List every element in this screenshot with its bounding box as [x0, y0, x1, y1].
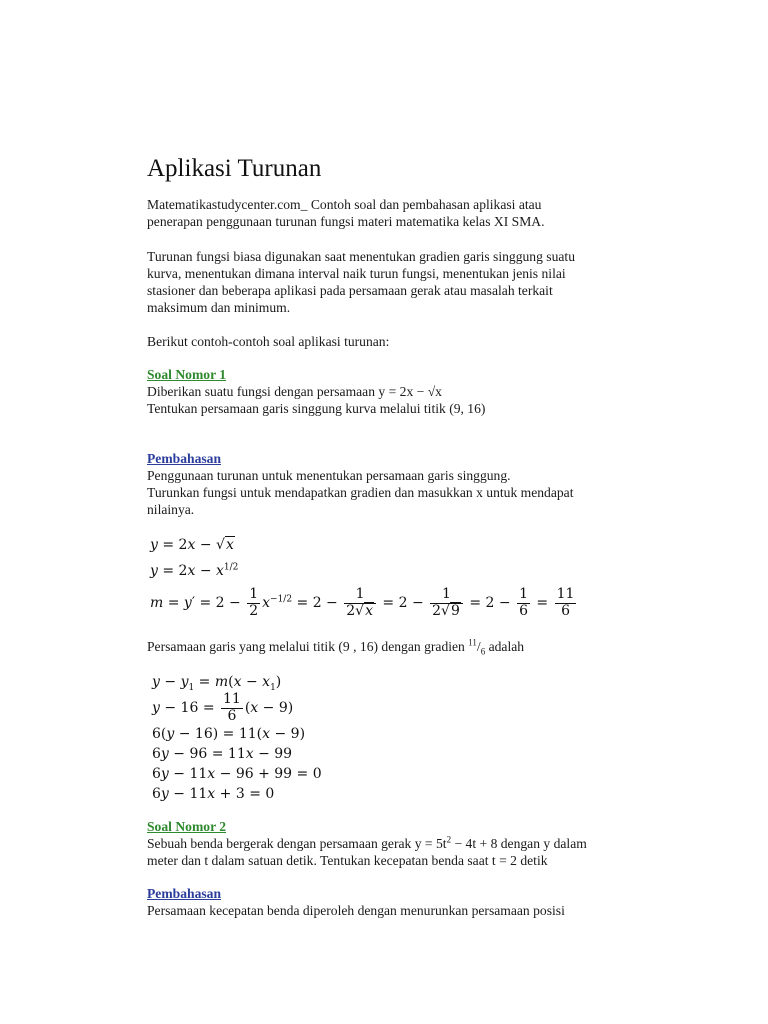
soal-1-section [147, 366, 485, 417]
intro-line: penerapan penggunaan turunan fungsi materi matematika kelas XI SMA. [147, 214, 545, 229]
gradien-fraction-numerator: 11 [468, 637, 477, 648]
derivative-equations [150, 535, 578, 621]
intro-line: Matematikastudycenter.com_ Contoh soal dan pembahasan aplikasi atau [147, 197, 542, 212]
soal-1-heading: Soal Nomor 1 [147, 367, 227, 382]
pembahasan-2-heading: Pembahasan [147, 886, 222, 901]
soal-2-heading: Soal Nomor 2 [147, 819, 227, 834]
pembahasan-2-line: Persamaan kecepatan benda diperoleh dengan menurunkan persamaan posisi [147, 903, 565, 918]
usage-line: Turunan fungsi biasa digunakan saat menentukan gradien garis singgung suatu [147, 249, 575, 264]
equation-line: $y = 2x - x^{1/2}$ [150, 562, 239, 579]
pembahasan-2-section [147, 885, 565, 919]
gradien-sentence-end: adalah [485, 639, 525, 654]
pembahasan-1-heading: Pembahasan [147, 451, 222, 466]
gradien-fraction-denominator: 6 [480, 646, 486, 657]
examples-intro-text: Berikut contoh-contoh soal aplikasi turunan: [147, 334, 390, 349]
soal-2-line-end: − 4t + 8 dengan y dalam [451, 836, 587, 851]
gradien-sentence: Persamaan garis yang melalui titik (9 , 16) dengan gradien $^{11}/_6$ adalah [147, 637, 525, 657]
soal-2-superscript: 2 [446, 834, 452, 845]
equation-line: 6y − 11x − 96 + 99 = 0 [152, 766, 322, 782]
equation-line: m = y′ = 2 − $\frac{1}{2}$ $x^{-1/2} = 2$ − $\frac{1}{2√x}$ = 2 − $\frac{1}{2√9}$ = 2 − $\frac{1}{6}$ = $\frac{11}{6}$ [150, 586, 575, 619]
soal-2-line: meter dan t dalam satuan detik. Tentukan kecepatan benda saat t = 2 detik [147, 853, 548, 868]
usage-paragraph [147, 248, 575, 316]
tangent-equations [152, 672, 322, 804]
page-title: Aplikasi Turunan [147, 155, 322, 182]
soal-1-line: Tentukan persamaan garis singgung kurva melalui titik (9, 16) [147, 401, 486, 416]
gradien-sentence-text: Persamaan garis yang melalui titik (9 , 16) dengan gradien [147, 639, 469, 654]
intro-paragraph [147, 196, 545, 230]
examples-intro [147, 333, 389, 350]
soal-2-section [147, 818, 587, 869]
usage-line: maksimum dan minimum. [147, 300, 291, 315]
pembahasan-1-section [147, 450, 573, 518]
equation-line: $y - y_1 = m(x - x_1)$ [152, 674, 282, 693]
equation-line: 6(y − 16) = 11(x − 9) [152, 726, 306, 742]
pembahasan-1-line: Penggunaan turunan untuk menentukan persamaan garis singgung. [147, 468, 511, 483]
equation-line: 6y − 96 = 11x − 99 [152, 746, 293, 762]
soal-1-line: Diberikan suatu fungsi dengan persamaan y = 2x − √x [147, 384, 442, 399]
soal-2-line: Sebuah benda bergerak dengan persamaan gerak y = 5t [147, 836, 447, 851]
pembahasan-1-line: nilainya. [147, 502, 195, 517]
equation-line: y = 2x − √x [150, 537, 234, 553]
equation-line: 6y − 11x + 3 = 0 [152, 786, 275, 802]
equation-line: y − 16 = $\frac{11}{6}$ (x − 9) [152, 691, 294, 724]
pembahasan-1-line: Turunkan fungsi untuk mendapatkan gradien dan masukkan x untuk mendapat [147, 485, 574, 500]
usage-line: kurva, menentukan dimana interval naik turun fungsi, menentukan jenis nilai [147, 266, 566, 281]
usage-line: stasioner dan beberapa aplikasi pada persamaan gerak atau masalah terkait [147, 283, 553, 298]
